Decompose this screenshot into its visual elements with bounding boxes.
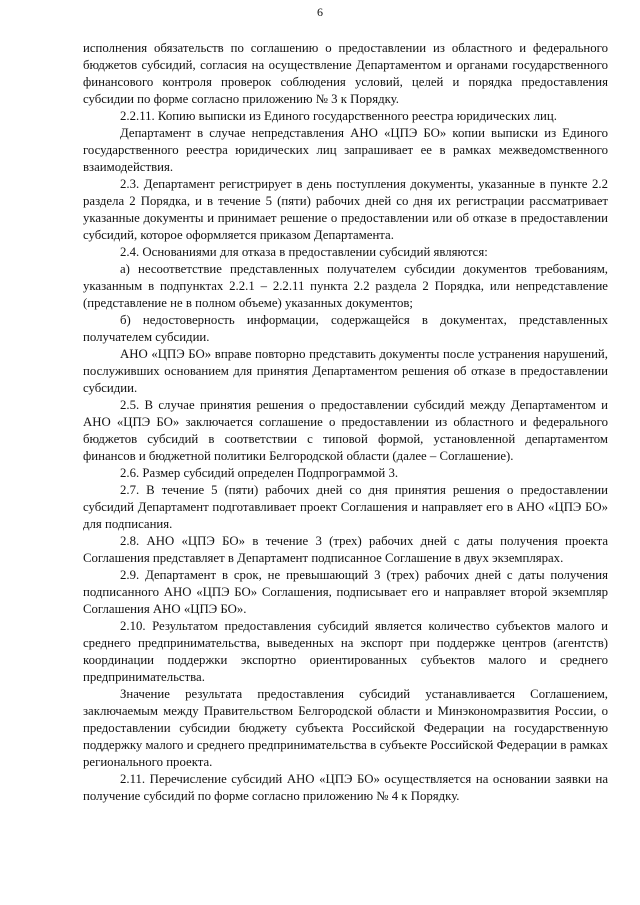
- paragraph-2-6: 2.6. Размер субсидий определен Подпрограммой 3.: [120, 466, 399, 480]
- paragraph-2-7: 2.7. В течение 5 (пяти) рабочих дней со дня принятия решения о предоставлении субсидий Департамент подготавливает проект Соглашения и направляет его в АНО «ЦПЭ БО» для подписания.: [83, 483, 608, 531]
- paragraph-2-4-b: б) недостоверность информации, содержащейся в документах, представленных получателем субсидии.: [83, 313, 608, 344]
- paragraph-2-10: 2.10. Результатом предоставления субсидий является количество субъектов малого и среднего предпринимательства, выведенных на экспорт при поддержке центров (агентств) координации поддержки экспортно ориентированных субъектов малого и среднего предпринимательства.: [83, 619, 608, 684]
- page-number: 6: [317, 5, 323, 19]
- paragraph-resubmission: АНО «ЦПЭ БО» вправе повторно представить документы после устранения нарушений, послуживших основанием для принятия Департаментом решения об отказе в предоставлении субсидии.: [83, 347, 608, 395]
- paragraph-2-4: 2.4. Основаниями для отказа в предоставлении субсидий являются:: [120, 245, 488, 259]
- document-body: [83, 40, 608, 805]
- paragraph-2-2-11: 2.2.11. Копию выписки из Единого государственного реестра юридических лиц.: [120, 109, 557, 123]
- paragraph-2-9: 2.9. Департамент в срок, не превышающий 3 (трех) рабочих дней с даты получения подписанного АНО «ЦПЭ БО» Соглашения, подписывает его и направляет второй экземпляр Соглашения АНО «ЦПЭ БО».: [83, 568, 608, 616]
- paragraph-2-4-a: а) несоответствие представленных получателем субсидии документов требованиям, указанным в подпунктах 2.2.1 – 2.2.11 пункта 2.2 раздела 2 Порядка, или непредставление (представление не в полном объеме) указанных документов;: [83, 262, 608, 310]
- paragraph-2-11: 2.11. Перечисление субсидий АНО «ЦПЭ БО» осуществляется на основании заявки на получение субсидий по форме согласно приложению № 4 к Порядку.: [83, 772, 608, 803]
- paragraph-2-3: 2.3. Департамент регистрирует в день поступления документы, указанные в пункте 2.2 раздела 2 Порядка, и в течение 5 (пяти) рабочих дней со дня их регистрации рассматривает указанные документы и принимает решение о предоставлении или об отказе в предоставлении субсидий, которое оформляется приказом Департамента.: [83, 177, 608, 242]
- paragraph-result-value: Значение результата предоставления субсидий устанавливается Соглашением, заключаемым между Правительством Белгородской области и Минэкономразвития России, о предоставлении субсидии бюджету субъекта Российской Федерации на государственную поддержку малого и среднего предпринимательства в субъекте Российской Федерации в рамках регионального проекта.: [83, 687, 608, 769]
- paragraph-2-8: 2.8. АНО «ЦПЭ БО» в течение 3 (трех) рабочих дней с даты получения проекта Соглашения представляет в Департамент подписанное Соглашение в двух экземплярах.: [83, 534, 608, 565]
- paragraph-continuation: исполнения обязательств по соглашению о предоставлении из областного и федерального бюджетов субсидий, согласия на осуществление Департаментом и органами государственного финансового контроля проверок соблюдения условий, целей и порядка предоставления субсидии по форме согласно приложению № 3 к Порядку.: [83, 41, 608, 106]
- paragraph-department-request: Департамент в случае непредставления АНО «ЦПЭ БО» копии выписки из Единого государственного реестра юридических лиц запрашивает ее в рамках межведомственного взаимодействия.: [83, 126, 608, 174]
- paragraph-2-5: 2.5. В случае принятия решения о предоставлении субсидий между Департаментом и АНО «ЦПЭ БО» заключается соглашение о предоставлении из областного и федерального бюджетов субсидий в соответствии с типовой формой, установленной департаментом финансов и бюджетной политики Белгородской области (далее – Соглашение).: [83, 398, 608, 463]
